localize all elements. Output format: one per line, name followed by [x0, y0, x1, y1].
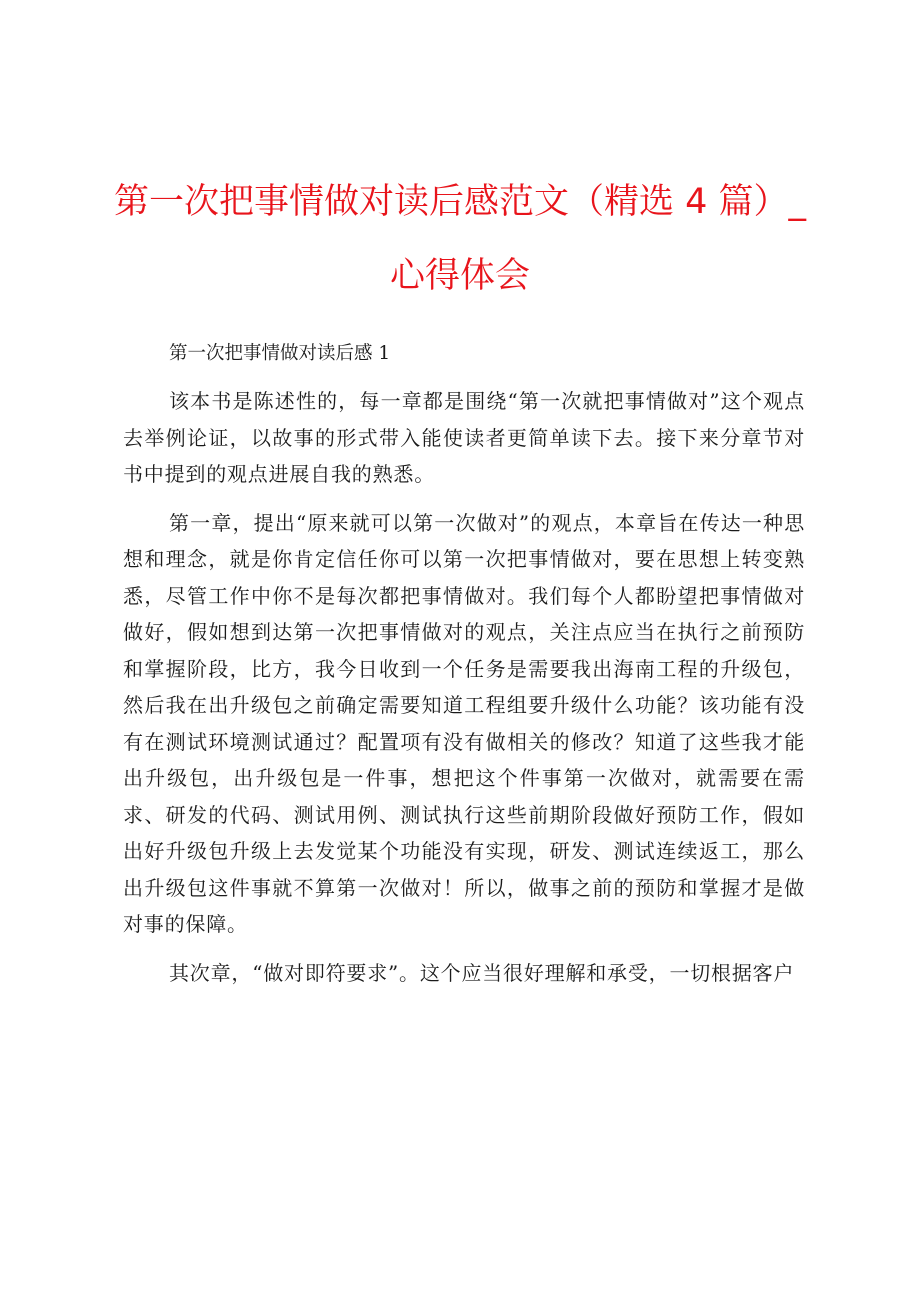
section-heading: 第一次把事情做对读后感 1: [169, 343, 391, 364]
paragraph-chapter-two: 其次章，“做对即符要求”。这个应当很好理解和承受，一切根据客户: [169, 960, 795, 985]
paragraph-intro: 该本书是陈述性的，每一章都是围绕“第一次就把事情做对”这个观点去举例论证，以故事的形式带入能使读者更简单读下去。接下来分章节对书中提到的观点进展自我的熟悉。: [123, 389, 805, 486]
document-body: [123, 337, 805, 1003]
document-title: 第一次把事情做对读后感范文（精选 4 篇）_心得体会: [113, 182, 807, 296]
paragraph-chapter-one: 第一章，提出“原来就可以第一次做对”的观点，本章旨在传达一种思想和理念，就是你肯定信任你可以第一次把事情做对，要在思想上转变熟悉，尽管工作中你不是每次都把事情做对。我们每个人都盼望把事情做对做好，假如想到达第一次把事情做对的观点，关注点应当在执行之前预防和掌握阶段，比方，我今日收到一个任务是需要我出海南工程的升级包，然后我在出升级包之前确定需要知道工程组要升级什么功能？该功能有没有在测试环境测试通过？配置项有没有做相关的修改？知道了这些我才能出升级包，出升级包是一件事，想把这个件事第一次做对，就需要在需求、研发的代码、测试用例、测试执行这些前期阶段做好预防工作，假如出好升级包升级上去发觉某个功能没有实现，研发、测试连续返工，那么出升级包这件事就不算第一次做对！所以，做事之前的预防和掌握才是做对事的保障。: [123, 510, 805, 936]
